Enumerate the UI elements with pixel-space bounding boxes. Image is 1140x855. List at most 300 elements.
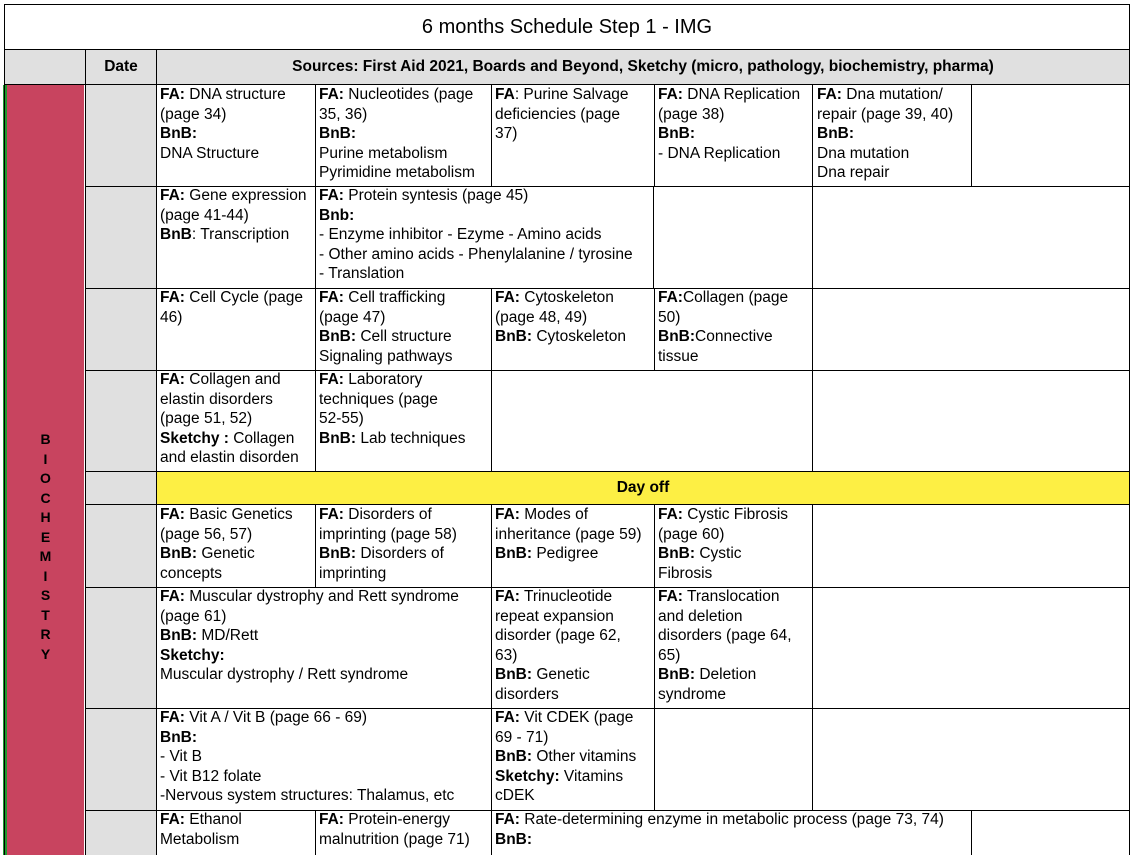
grid-line-v [156,49,157,855]
cell-text: Vit A / Vit B (page 66 - 69) [184,709,368,726]
cell-line [160,390,299,410]
schedule-cell [160,587,459,685]
schedule-cell [495,85,629,144]
cell-text: Ethanol [184,811,242,828]
cell-text: - Vit B12 folate [160,767,262,785]
grid-line-v [654,504,655,587]
cell-line [495,747,636,767]
cell-line [658,607,792,627]
cell-text: Protein-energy [343,811,450,828]
cell-label: BnB: [319,125,357,143]
cell-text: 63) [495,646,518,664]
cell-line [319,327,453,347]
schedule-cell [495,587,621,705]
cell-label: BnB: [658,666,696,684]
grid-line-v [653,186,654,288]
cell-line [319,245,633,265]
cell-text: Basic Genetics [184,506,293,523]
grid-line-v [812,370,813,471]
cell-line [160,728,454,748]
cell-label: FA: [160,506,185,523]
cell-text: Muscular dystrophy and Rett syndrome [184,588,459,605]
cell-label: BnB: [319,545,357,563]
sources-header: Sources: First Aid 2021, Boards and Beyond, Sketchy (micro, pathology, biochemistry, pharma) [292,58,994,75]
cell-line [319,505,457,525]
grid-line-v [491,370,492,471]
cell-text: 37) [495,125,518,143]
cell-text: and deletion [658,607,743,625]
grid-line-h [4,4,1130,5]
cell-label: FA: [658,86,683,103]
cell-line [495,767,636,787]
grid-line-h [85,370,1130,371]
cell-text: inheritance (page 59) [495,525,642,543]
cell-text: 69 - 71) [495,728,549,746]
cell-text: Metabolism [160,830,240,848]
cell-line [495,685,621,705]
cell-line [658,124,800,144]
cell-line [160,225,306,245]
grid-line-v [654,85,655,186]
cell-line [160,144,286,164]
cell-text: - DNA Replication [658,144,781,162]
section-letter: O [40,470,51,486]
cell-line [658,525,788,545]
section-letter: B [40,431,51,447]
cell-text: Pyrimidine metabolism [319,164,475,182]
cell-line [658,564,788,584]
schedule-cell [160,810,242,849]
cell-line [658,327,788,347]
cell-line [160,830,242,850]
cell-text: Cystic Fibrosis [682,506,789,523]
cell-line [160,288,303,308]
cell-text: tissue [658,347,699,365]
grid-line-v [315,186,316,288]
cell-label: FA: [658,506,683,523]
cell-line [817,105,953,125]
cell-text: 35, 36) [319,105,368,123]
schedule-cell [319,85,475,183]
schedule-cell [160,186,306,245]
cell-line [495,708,636,728]
cell-label: FA: [319,187,344,204]
cell-label: BnB: [495,666,533,684]
section-letter: I [43,567,48,584]
cell-text: Collagen and [184,371,281,388]
cell-line [495,105,629,125]
section-letter: I [43,450,48,467]
grid-line-v [654,587,655,708]
grid-line-h [85,288,1130,289]
cell-line [160,206,306,226]
grid-line-v [812,708,813,810]
cell-text: Cystic [695,545,742,563]
cell-label: FA: [160,709,185,726]
cell-line [160,587,459,607]
cell-text: (page 60) [658,525,725,543]
cell-label: BnB: [817,125,855,143]
cell-text: Dna mutation [817,144,910,162]
cell-line [495,85,629,105]
cell-text: MD/Rett [197,627,259,645]
grid-line-v [315,85,316,186]
cell-line [495,665,621,685]
cell-line [319,564,457,584]
cell-line [160,429,299,449]
cell-line [160,85,286,105]
cell-text: Signaling pathways [319,347,453,365]
cell-text: : Purine Salvage [514,86,629,103]
cell-line [160,186,306,206]
cell-text: Collagen [228,429,295,447]
cell-text: Connective [695,328,773,346]
cell-line [495,525,642,545]
cell-line [319,429,465,449]
cell-text: elastin disorders [160,390,273,408]
section-label-biochemistry [7,430,84,664]
cell-text: (page 41-44) [160,206,249,224]
cell-text: Protein syntesis (page 45) [343,187,529,204]
cell-text: 65) [658,646,681,664]
cell-label: BnB [160,226,192,244]
grid-line-v [491,810,492,855]
grid-line-h [85,587,1130,588]
cell-text: Cell trafficking [343,289,446,306]
cell-label: FA: [319,811,344,828]
grid-line-v [654,288,655,370]
grid-line-v [654,708,655,810]
section-letter: H [40,509,51,525]
cell-text: Nucleotides (page [343,86,474,103]
grid-line-v [1129,4,1130,855]
page-title: 6 months Schedule Step 1 - IMG [421,15,713,38]
cell-text: DNA structure [184,86,286,103]
cell-label: FA: [495,709,520,726]
cell-line [495,288,626,308]
grid-line-v [812,288,813,370]
schedule-cell [319,370,465,448]
cell-label: FA [495,86,515,103]
cell-label: BnB: [495,748,533,766]
grid-line-v [491,85,492,186]
cell-text: (page 61) [160,607,227,625]
cell-label: FA: [658,588,683,605]
schedule-cell [495,288,626,347]
cell-text: Pedigree [532,545,599,563]
grid-line-h [85,708,1130,709]
cell-label: BnB: [495,830,533,848]
cell-line [658,308,788,328]
cell-line [160,448,299,468]
cell-text: (page 38) [658,105,725,123]
cell-line [160,564,293,584]
schedule-cell [160,505,293,583]
schedule-cell [319,288,453,366]
section-letter: M [39,548,52,564]
cell-text: - Other amino acids - Phenylalanine / tyrosine [319,245,633,263]
cell-label: FA: [319,289,344,306]
cell-text: disorder (page 62, [495,627,621,645]
grid-line-v [491,708,492,810]
cell-text: repair (page 39, 40) [817,105,954,123]
cell-text: disorders (page 64, [658,627,792,645]
cell-line [658,587,792,607]
cell-label: Bnb: [319,206,355,224]
cell-text: disorders [495,685,559,703]
cell-text: Collagen (page [682,289,789,306]
cell-label: FA: [495,811,520,828]
cell-line [495,728,636,748]
grid-line-v [491,587,492,708]
schedule-cell [160,708,454,806]
cell-line [658,347,788,367]
cell-line [319,225,633,245]
cell-label: BnB: [495,328,533,346]
date-column-bg [86,85,156,855]
cell-text: 50) [658,308,681,326]
cell-text: techniques (page [319,390,438,408]
cell-line [495,810,944,830]
cell-text: (page 34) [160,105,227,123]
cell-line [160,409,299,429]
cell-line [495,587,621,607]
cell-text: - Vit B [160,748,202,766]
cell-text: repeat expansion [495,607,614,625]
cell-line [319,409,465,429]
cell-text: Disorders of [356,545,444,563]
cell-label: Sketchy: [495,767,560,785]
grid-line-h [85,471,1130,472]
cell-line [319,308,453,328]
section-letter: R [40,626,51,642]
grid-line-v [812,85,813,186]
cell-line [495,505,642,525]
cell-text: Genetic [197,545,255,563]
cell-text: Genetic [532,666,590,684]
cell-line [658,85,800,105]
cell-text: Muscular dystrophy / Rett syndrome [160,666,409,684]
cell-line [319,830,470,850]
grid-line-v [971,810,972,855]
cell-text: - Enzyme inhibitor - Ezyme - Amino acids [319,226,602,244]
cell-line [658,646,792,666]
cell-text: malnutrition (page 71) [319,830,470,848]
cell-line [658,105,800,125]
cell-label: BnB: [495,545,533,563]
schedule-cell [658,288,788,366]
cell-label: BnB: [658,328,696,346]
cell-line [160,105,286,125]
cell-text: imprinting (page 58) [319,525,457,543]
cell-label: FA: [495,289,520,306]
schedule-cell [495,708,636,806]
cell-text: -Nervous system structures: Thalamus, etc [160,787,455,805]
cell-text: Cell structure [356,328,452,346]
schedule-cell [658,85,800,163]
cell-text: Trinucleotide [519,588,613,605]
cell-line [495,607,621,627]
cell-line [160,370,299,390]
schedule-cell [160,85,286,163]
cell-line [319,370,465,390]
cell-label: BnB: [160,627,198,645]
cell-line [319,124,475,144]
schedule-cell [658,505,788,583]
cell-line [160,708,454,728]
grid-line-v [491,288,492,370]
section-letter: T [41,606,50,623]
grid-line-v [85,49,86,855]
cell-text: Other vitamins [532,748,637,766]
cell-line [495,308,626,328]
cell-line [817,163,953,183]
cell-line [319,105,475,125]
cell-line [160,525,293,545]
schedule-cell [319,810,470,849]
cell-line [817,85,953,105]
cell-label: FA: [160,811,185,828]
grid-line-h [85,504,1130,505]
cell-line [658,626,792,646]
cell-text: Vitamins [559,767,624,785]
cell-line [495,327,626,347]
cell-text: imprinting [319,564,387,582]
cell-text: deficiencies (page [495,105,620,123]
grid-line-h [4,84,1130,85]
cell-label: FA: [817,86,842,103]
cell-label: BnB: [160,125,198,143]
cell-text: Deletion [695,666,757,684]
cell-line [319,186,633,206]
grid-line-v [812,504,813,587]
grid-line-v [315,504,316,587]
cell-line [658,685,792,705]
cell-text: - Translation [319,265,405,283]
cell-line [319,390,465,410]
cell-label: FA: [319,86,344,103]
date-column-header: Date [104,58,138,75]
cell-text: Gene expression [184,187,307,204]
cell-text: cDEK [495,787,535,805]
cell-line [495,626,621,646]
cell-text: Disorders of [343,506,432,523]
cell-line [319,525,457,545]
cell-text: Dna repair [817,164,890,182]
grid-line-v [971,85,972,186]
grid-line-v [812,186,813,288]
cell-text: DNA Replication [682,86,801,103]
cell-text: Rate-determining enzyme in metabolic process (page 73, 74) [519,811,944,828]
cell-label: FA: [319,506,344,523]
cell-line [319,544,457,564]
cell-text: Fibrosis [658,564,713,582]
cell-label: FA: [160,371,185,388]
cell-line [495,124,629,144]
schedule-cell [658,587,792,705]
schedule-cell [319,186,633,284]
cell-text: Vit CDEK (page [519,709,634,726]
cell-line [160,810,242,830]
cell-line [160,747,454,767]
cell-text: Laboratory [343,371,423,388]
cell-text: DNA Structure [160,144,260,162]
cell-label: BnB: [160,728,198,746]
cell-line [160,124,286,144]
cell-label: FA: [658,289,683,306]
cell-line [160,786,454,806]
section-letter: Y [40,645,51,662]
cell-line [160,607,459,627]
grid-line-h [4,49,1130,50]
cell-line [160,544,293,564]
cell-text: (page 48, 49) [495,308,588,326]
cell-line [495,786,636,806]
section-letter: S [40,587,51,603]
schedule-cell [160,370,299,468]
cell-line [658,144,800,164]
schedule-cell [495,810,944,849]
cell-text: Translocation [682,588,780,605]
cell-text: Modes of [519,506,589,523]
day-off-label: Day off [616,479,670,496]
cell-line [495,544,642,564]
cell-label: FA: [160,588,185,605]
cell-line [319,85,475,105]
schedule-cell [160,288,303,327]
cell-text: and elastin disorden [160,449,299,467]
schedule-cell [495,505,642,564]
cell-line [658,665,792,685]
cell-line [160,308,303,328]
cell-text: (page 51, 52) [160,410,253,428]
cell-label: BnB: [319,328,357,346]
cell-label: Sketchy : [160,429,229,447]
cell-line [319,163,475,183]
cell-label: FA: [319,371,344,388]
section-letter: C [40,489,51,506]
cell-line [495,646,621,666]
cell-text: Purine metabolism [319,144,448,162]
grid-line-h [85,186,1130,187]
cell-line [319,288,453,308]
grid-line-v [315,810,316,855]
cell-text: Cytoskeleton [532,328,626,346]
cell-label: FA: [160,86,185,103]
grid-line-v [4,4,5,855]
cell-line [817,124,953,144]
cell-text: 52-55) [319,410,364,428]
cell-text: Cytoskeleton [519,289,614,306]
cell-label: BnB: [319,429,357,447]
grid-line-v [812,587,813,708]
cell-line [160,505,293,525]
cell-text: Lab techniques [356,429,466,447]
cell-line [319,347,453,367]
cell-line [319,264,633,284]
cell-text: concepts [160,564,223,582]
cell-text: Cell Cycle (page [184,289,303,306]
cell-label: BnB: [658,125,696,143]
schedule-cell [817,85,953,183]
cell-label: Sketchy: [160,646,225,664]
cell-label: FA: [160,289,185,306]
cell-line [658,505,788,525]
cell-label: FA: [495,506,520,523]
cell-text: Dna mutation/ [841,86,943,103]
cell-line [658,544,788,564]
cell-line [160,626,459,646]
